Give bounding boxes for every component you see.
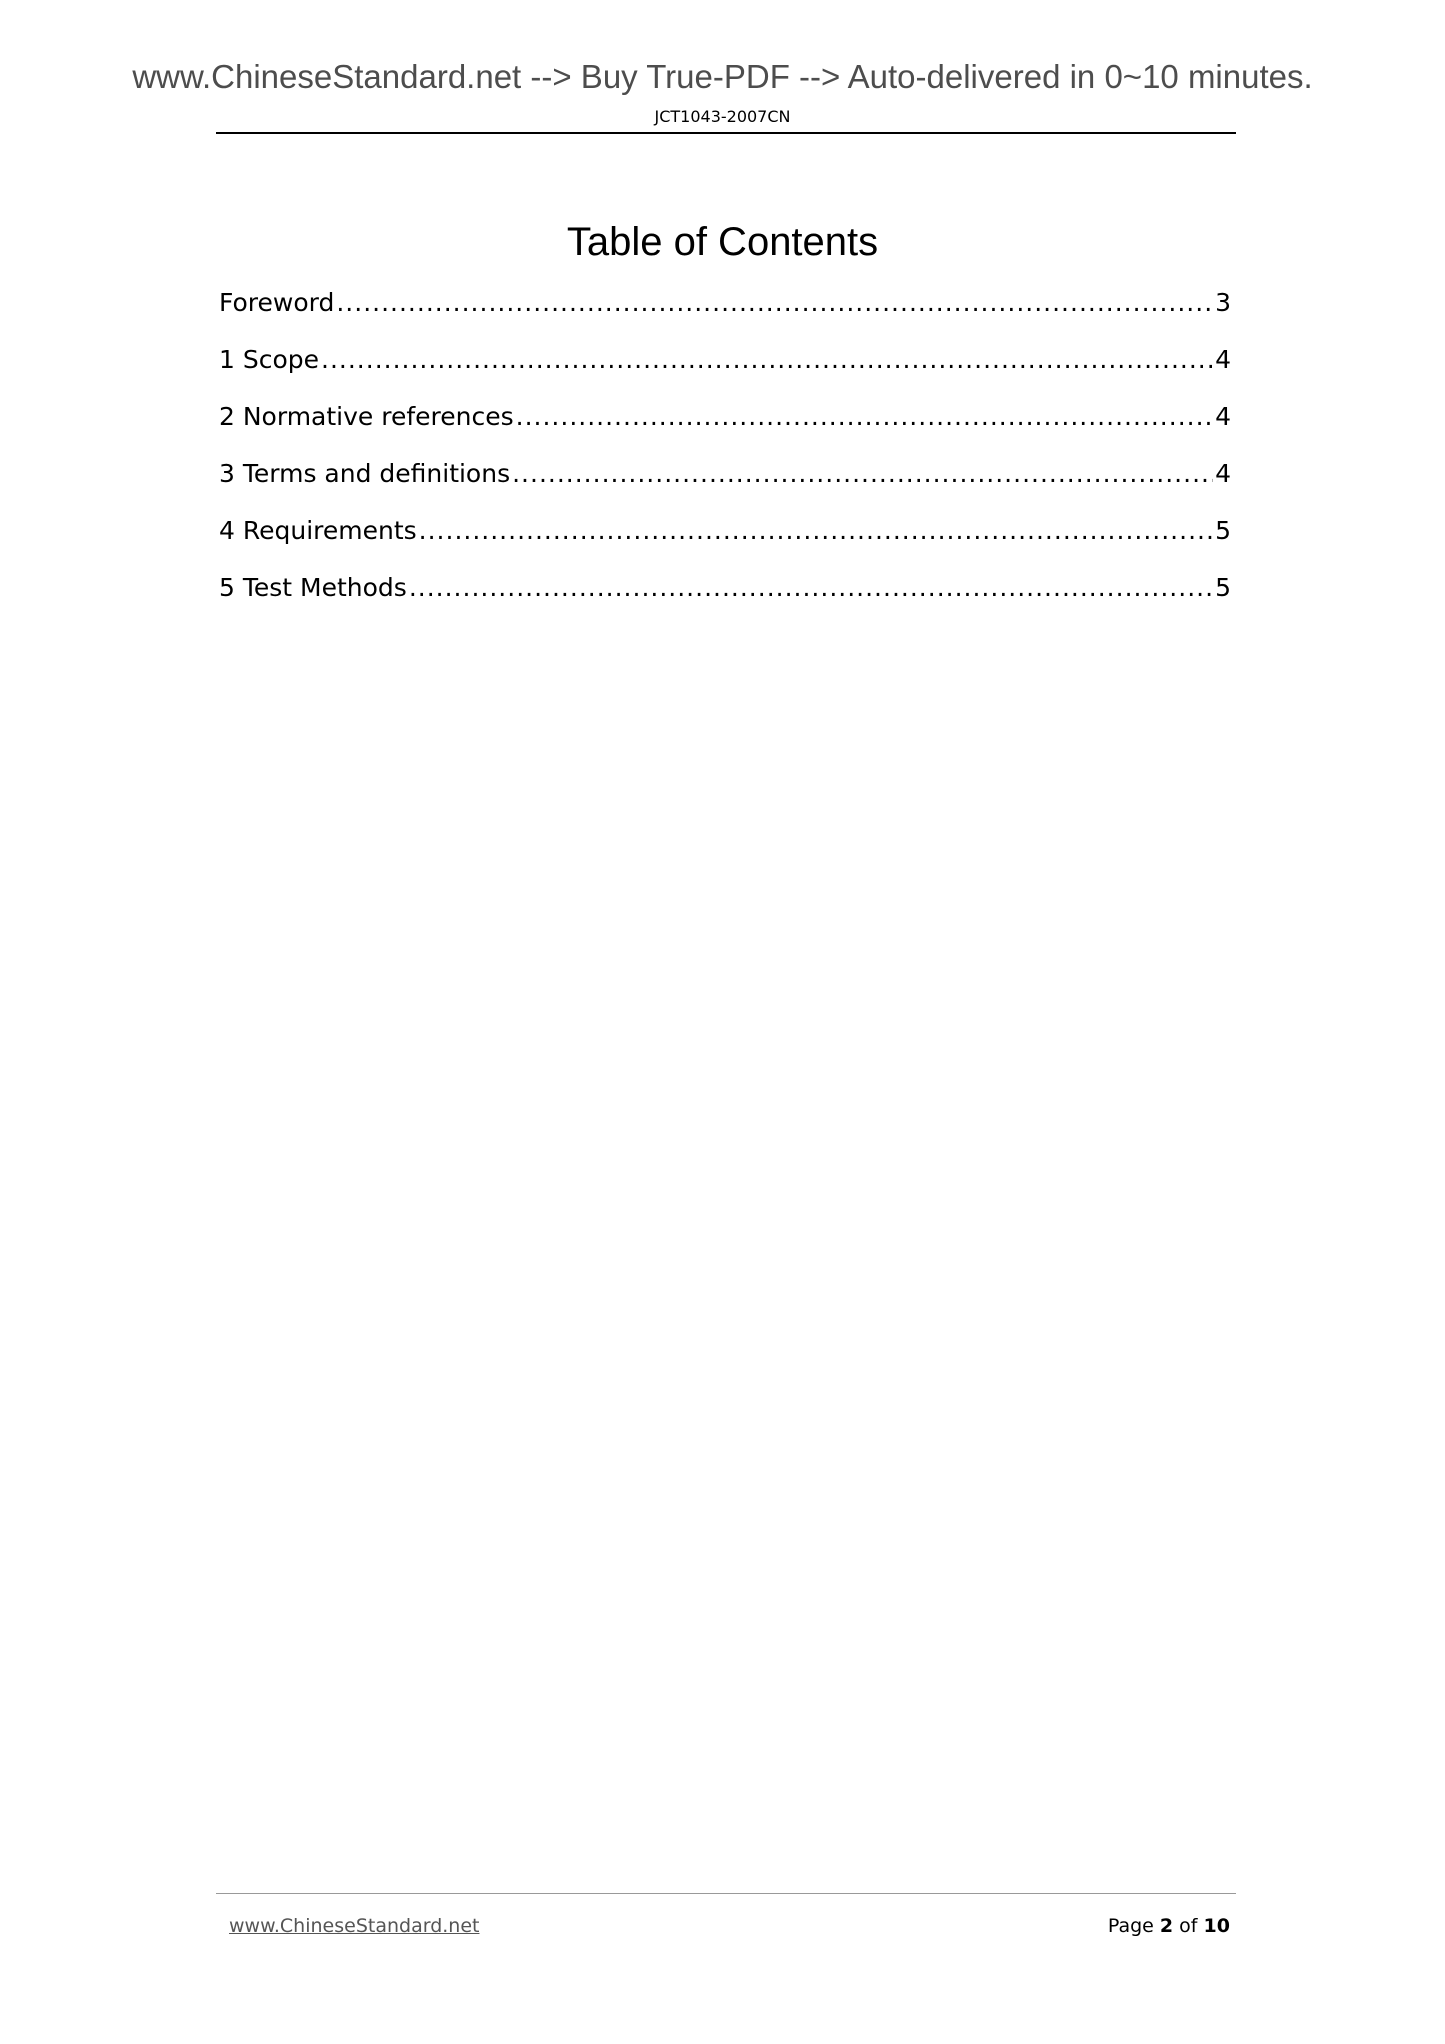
toc-entry-page: 4 <box>1215 459 1231 488</box>
toc-entry-label: 4 Requirements <box>219 516 417 545</box>
toc-entry-label: 3 Terms and definitions <box>219 459 511 488</box>
toc-entry-normative-references[interactable] <box>219 402 1231 459</box>
toc-entry-foreword[interactable] <box>219 288 1231 345</box>
toc-entry-label: 2 Normative references <box>219 402 514 431</box>
toc-entry-page: 5 <box>1215 573 1231 602</box>
of-word: of <box>1179 1915 1198 1937</box>
toc-entry-terms-and-definitions[interactable] <box>219 459 1231 516</box>
toc-entry-page: 3 <box>1215 288 1231 317</box>
toc-entry-page: 5 <box>1215 516 1231 545</box>
toc-entry-test-methods[interactable] <box>219 573 1231 630</box>
toc-entry-label: 1 Scope <box>219 345 320 374</box>
toc-entry-label: 5 Test Methods <box>219 573 407 602</box>
toc-dot-leader <box>516 402 1213 431</box>
toc-dot-leader <box>321 345 1213 374</box>
toc-entry-scope[interactable] <box>219 345 1231 402</box>
document-code: JCT1043-2007CN <box>654 107 791 126</box>
toc-title: Table of Contents <box>566 220 879 264</box>
page-word: Page <box>1107 1915 1154 1937</box>
footer-website-link[interactable]: www.ChineseStandard.net <box>229 1915 480 1937</box>
top-banner: www.ChineseStandard.net --> Buy True-PDF --> Auto-delivered in 0~10 minutes. <box>132 58 1313 95</box>
toc-entry-page: 4 <box>1215 402 1231 431</box>
current-page-number: 2 <box>1159 1915 1174 1937</box>
toc-dot-leader <box>336 288 1213 317</box>
footer-divider <box>216 1893 1236 1894</box>
toc-entry-label: Foreword <box>219 288 335 317</box>
toc-list <box>219 288 1231 630</box>
toc-entry-page: 4 <box>1215 345 1231 374</box>
toc-dot-leader <box>512 459 1213 488</box>
header-divider <box>216 132 1236 134</box>
toc-entry-requirements[interactable] <box>219 516 1231 573</box>
toc-dot-leader <box>409 573 1213 602</box>
footer-page-number <box>1108 1915 1230 1937</box>
toc-dot-leader <box>419 516 1213 545</box>
total-pages-number: 10 <box>1203 1915 1230 1937</box>
